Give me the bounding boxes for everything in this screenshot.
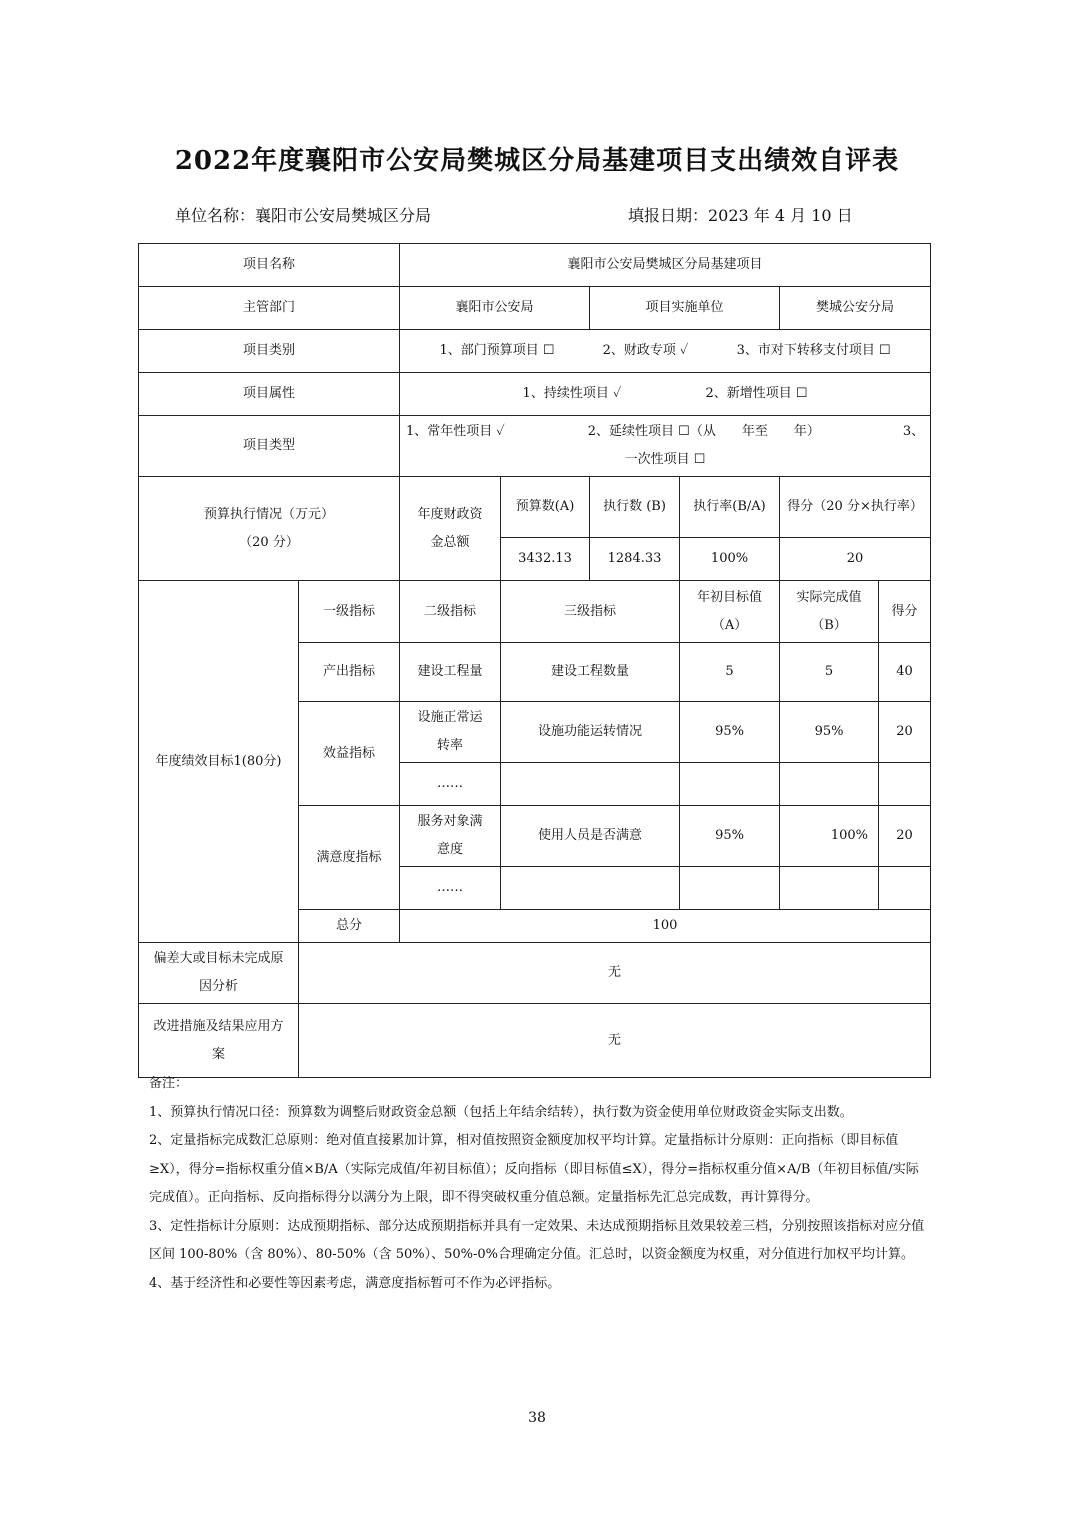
exec-rate-value: 100% [680, 538, 780, 581]
dept-label: 主管部门 [139, 287, 400, 330]
output-level2: 建设工程量 [400, 643, 501, 702]
header-level2: 二级指标 [400, 581, 501, 643]
table-row [139, 244, 931, 287]
page-title: 2022年度襄阳市公安局樊城区分局基建项目支出绩效自评表 [174, 146, 900, 176]
table-row [139, 330, 931, 373]
impl-unit-label: 项目实施单位 [590, 287, 780, 330]
benefit-extra: …… [400, 763, 501, 806]
improvement-label: 改进措施及结果应用方案 [139, 1004, 299, 1078]
fiscal-total-label: 年度财政资金总额 [400, 477, 501, 581]
table-row [139, 943, 931, 1004]
output-level1: 产出指标 [299, 643, 400, 702]
satisfaction-score: 20 [879, 806, 931, 867]
satisfaction-extra: …… [400, 867, 501, 910]
note-item: 1、预算执行情况口径：预算数为调整后财政资金总额（包括上年结余结转），执行数为资金使用单位财政资金实际支出数。 [149, 1104, 853, 1120]
impl-unit-value: 樊城公安分局 [780, 287, 931, 330]
category-label: 项目类别 [139, 330, 400, 373]
type-option: 3、 [902, 424, 925, 439]
header-score: 得分 [879, 581, 931, 643]
dept-value: 襄阳市公安局 [400, 287, 590, 330]
total-label: 总分 [299, 910, 400, 943]
improvement-value: 无 [299, 1004, 931, 1078]
evaluation-table [138, 243, 931, 1078]
type-label: 项目类型 [139, 416, 400, 477]
output-level3: 建设工程数量 [501, 643, 680, 702]
total-value: 100 [400, 910, 931, 943]
type-option: 2、延续性项目 ☐（从 年至 年） [587, 424, 820, 439]
output-target: 5 [680, 643, 780, 702]
page-number: 38 [528, 1410, 546, 1426]
table-row [139, 581, 931, 643]
attr-option: 1、持续性项目 ✓ [522, 386, 622, 401]
deviation-label: 偏差大或目标未完成原因分析 [139, 943, 299, 1004]
benefit-score: 20 [879, 702, 931, 763]
table-row [139, 1004, 931, 1078]
exec-b-value: 1284.33 [590, 538, 680, 581]
fill-date: 填报日期：2023 年 4 月 10 日 [628, 206, 853, 225]
notes-section [149, 1070, 927, 1298]
col-exec-rate: 执行率(B/A) [680, 477, 780, 538]
satisfaction-actual: 100% [780, 806, 879, 867]
benefit-actual: 95% [780, 702, 879, 763]
benefit-level2: 设施正常运转率 [400, 702, 501, 763]
header-level3: 三级指标 [501, 581, 680, 643]
type-option: 1、常年性项目 ✓ [406, 424, 505, 439]
category-option: 2、财政专项 ✓ [602, 343, 689, 358]
budget-a-value: 3432.13 [501, 538, 590, 581]
satisfaction-level2: 服务对象满意度 [400, 806, 501, 867]
col-budget-a: 预算数(A) [501, 477, 590, 538]
satisfaction-target: 95% [680, 806, 780, 867]
score-value: 20 [780, 538, 931, 581]
type-options [400, 416, 931, 477]
note-item: 3、定性指标计分原则：达成预期指标、部分达成预期指标并具有一定效果、未达成预期指标且效果较差三档，分别按照该指标对应分值区间 100-80%（含 80%）、80-50%（含 50%）、50%-0%合理确定分值。汇总时，以资金额度为权重，对分值进行加权平均计算。 [149, 1218, 925, 1262]
goals-label: 年度绩效目标1(80分) [139, 581, 299, 943]
satisfaction-level1: 满意度指标 [299, 806, 400, 910]
type-option: 一次性项目 ☐ [624, 452, 706, 467]
table-row [139, 287, 931, 330]
col-score: 得分（20 分×执行率） [780, 477, 931, 538]
satisfaction-level3: 使用人员是否满意 [501, 806, 680, 867]
table-row [139, 416, 931, 477]
category-options [400, 330, 931, 373]
attr-label: 项目属性 [139, 373, 400, 416]
attr-options [400, 373, 931, 416]
project-name-label: 项目名称 [139, 244, 400, 287]
header-level1: 一级指标 [299, 581, 400, 643]
table-row [139, 477, 931, 538]
category-option: 1、部门预算项目 ☐ [439, 343, 555, 358]
benefit-target: 95% [680, 702, 780, 763]
col-exec-b: 执行数 (B) [590, 477, 680, 538]
budget-label: 预算执行情况（万元） （20 分） [139, 477, 400, 581]
header-actual: 实际完成值（B） [780, 581, 879, 643]
unit-name: 单位名称：襄阳市公安局樊城区分局 [175, 206, 432, 225]
note-item: 4、基于经济性和必要性等因素考虑，满意度指标暂可不作为必评指标。 [149, 1275, 561, 1291]
output-actual: 5 [780, 643, 879, 702]
benefit-level1: 效益指标 [299, 702, 400, 806]
header-target: 年初目标值（A） [680, 581, 780, 643]
output-score: 40 [879, 643, 931, 702]
attr-option: 2、新增性项目 ☐ [705, 386, 808, 401]
project-name-value: 襄阳市公安局樊城区分局基建项目 [400, 244, 931, 287]
table-row [139, 373, 931, 416]
deviation-value: 无 [299, 943, 931, 1004]
category-option: 3、市对下转移支付项目 ☐ [736, 343, 891, 358]
benefit-level3: 设施功能运转情况 [501, 702, 680, 763]
note-item: 2、定量指标完成数汇总原则：绝对值直接累加计算，相对值按照资金额度加权平均计算。定量指标计分原则：正向指标（即目标值≥X），得分=指标权重分值×B/A（实际完成值/年初目标值）；反向指标（即目标值≤X），得分=指标权重分值×A/B（年初目标值/实际完成值）。正向指标、反向指标得分以满分为上限，即不得突破权重分值总额。定量指标先汇总完成数，再计算得分。 [149, 1133, 919, 1205]
notes-heading: 备注： [149, 1076, 189, 1091]
